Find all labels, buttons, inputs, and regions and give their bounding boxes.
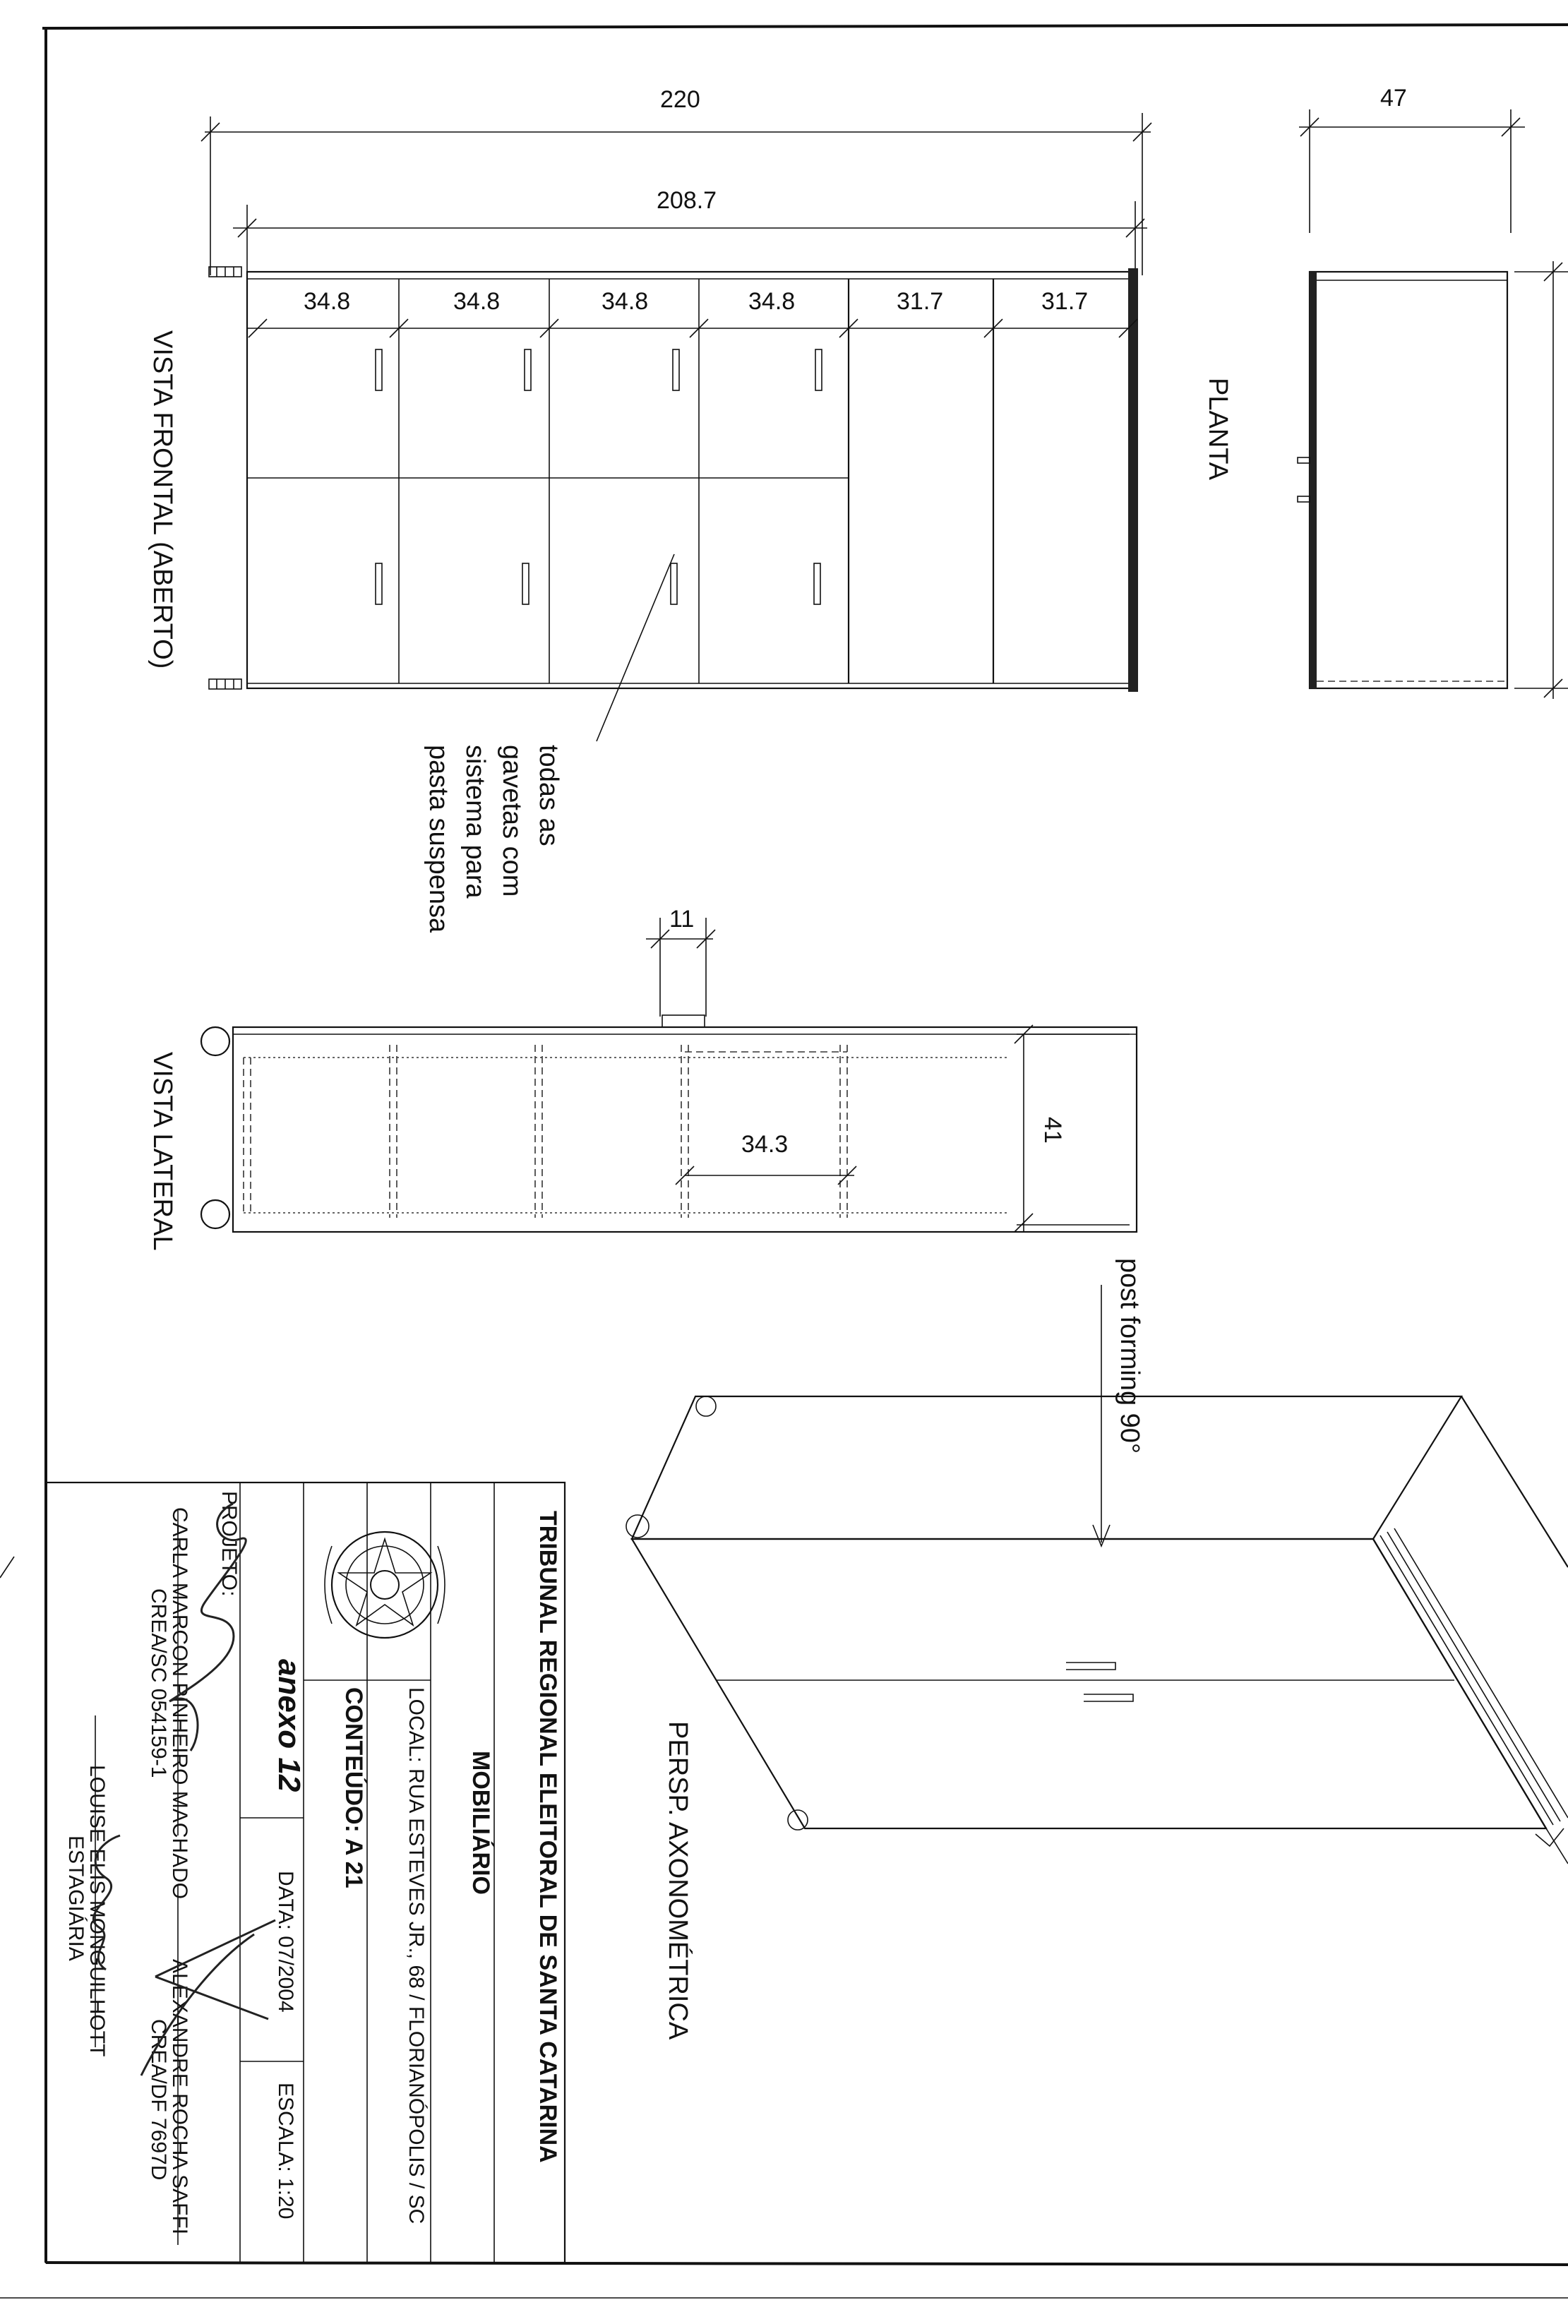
svg-text:pasta suspensa: pasta suspensa [424,745,453,933]
handle [522,563,529,604]
dim-height: 41 [1039,1117,1066,1144]
designer2-reg: CREA/DF 7697D [147,2019,170,2181]
dim-drawer-5: 31.7 [897,288,944,315]
date: DATA: 07/2004 [274,1871,297,2013]
dim-drawer-1: 34.8 [304,288,351,315]
title-block [46,1483,565,2263]
drawer-note [424,745,563,933]
dim-overall-width: 220 [660,86,700,113]
axonometric-label: PERSP. AXONOMÉTRICA [663,1721,693,2040]
svg-text:sistema para: sistema para [460,745,490,899]
subject: MOBILIÁRIO [467,1751,494,1895]
dim-drawer-3: 34.8 [602,288,649,315]
scale: ESCALA: 1:20 [274,2083,297,2220]
handle [1066,1663,1115,1670]
intern-name: LOUISE ELIS MONGUILHOTT [85,1765,109,2057]
svg-text:todas as: todas as [534,745,563,846]
top-frame-line [42,25,1568,28]
dim-inner-drawer: 34.3 [741,1131,789,1158]
front-view-label: VISTA FRONTAL (ABERTO) [148,330,177,669]
front-view [148,86,1151,933]
designer2-name: ALEXANDRE ROCHA SAFFI [168,1959,191,2235]
coat-of-arms-emblem [325,1532,445,1638]
plan-view-label: PLANTA [1203,378,1233,481]
handle [376,349,382,390]
post-forming-note: post forming 90° [1115,1258,1144,1454]
institution-name: TRIBUNAL REGIONAL ELEITORAL DE SANTA CATARINA [534,1511,561,2163]
designer1-name: CARLA MARCON PINHEIRO MACHADO [168,1507,191,1900]
handle [1084,1694,1133,1701]
intern-role: ESTAGIÁRIA [64,1835,88,1961]
content: CONTEÚDO: A 21 [340,1687,367,1888]
handle [814,563,820,604]
handle [671,563,677,604]
margin-mark [0,1557,14,1578]
handle [525,349,531,390]
dim-depth: 47 [1380,85,1407,112]
project-label: PROJETO: [217,1491,241,1597]
location: LOCAL: RUA ESTEVES JR., 68 / FLORIANÓPOLIS / SC [405,1687,428,2224]
dim-drawer-4: 34.8 [748,288,796,315]
plan-view [1203,85,1568,699]
axonometric-view [626,1258,1568,2040]
dim-handle-width: 11 [669,906,695,933]
annex: anexo 12 [272,1659,306,1792]
handle [673,349,679,390]
dim-inner-width: 208.7 [657,187,717,214]
designer1-reg: CREA/SC 054159-1 [147,1588,170,1778]
handle [376,563,382,604]
handle [815,349,822,390]
dim-drawer-6: 31.7 [1041,288,1089,315]
side-view-label: VISTA LATERAL [148,1052,177,1251]
side-view [148,906,1137,1251]
svg-text:gavetas com: gavetas com [497,745,527,897]
dim-drawer-2: 34.8 [453,288,501,315]
